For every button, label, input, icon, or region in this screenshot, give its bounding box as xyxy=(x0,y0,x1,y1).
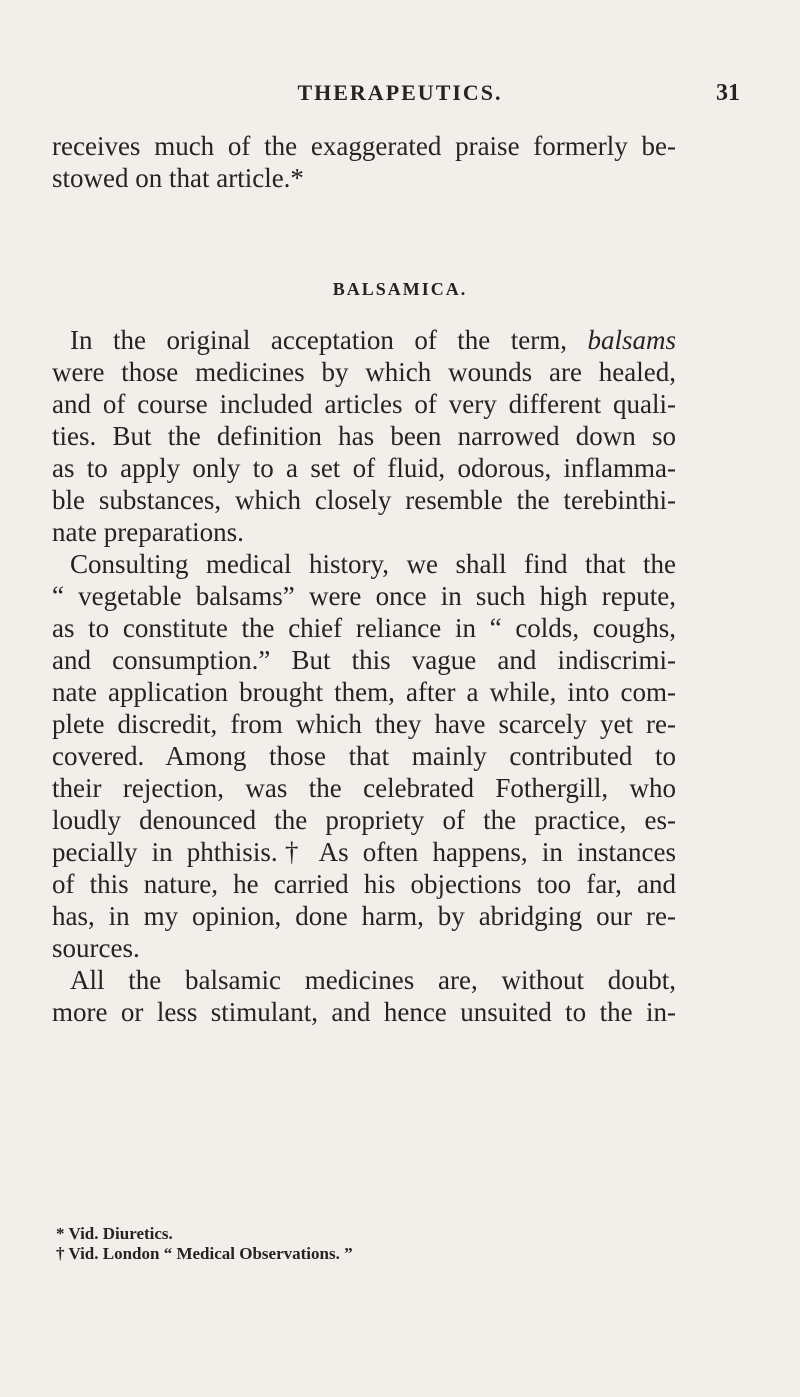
text-line: nate application brought them, after a while, into com- xyxy=(52,677,676,707)
text-line: as to constitute the chief reliance in “ colds, coughs, xyxy=(52,613,676,643)
text-line: All the balsamic medicines are, without doubt, xyxy=(70,965,676,995)
text-line: were those medicines by which wounds are healed, xyxy=(52,357,676,387)
text-line: plete discredit, from which they have scarcely yet re- xyxy=(52,709,676,739)
footnotes xyxy=(56,1224,353,1264)
italic-term: balsams xyxy=(587,325,676,355)
text-line: of this nature, he carried his objections too far, and xyxy=(52,869,676,899)
text-line: and consumption.” But this vague and indiscrimi- xyxy=(52,645,676,675)
text-line: Consulting medical history, we shall find that the xyxy=(70,549,676,579)
text-line: and of course included articles of very different quali- xyxy=(52,389,676,419)
page-header xyxy=(60,80,740,110)
text-line: as to apply only to a set of fluid, odorous, inflamma- xyxy=(52,453,676,483)
intro-text xyxy=(52,130,676,194)
text-line: stowed on that article.* xyxy=(52,163,304,193)
page-number: 31 xyxy=(716,80,740,106)
text-line: pecially in phthisis.† As often happens, in instances xyxy=(52,837,676,867)
paragraph-balsams xyxy=(52,324,676,1028)
text-line: receives much of the exaggerated praise formerly be- xyxy=(52,131,676,161)
text-line: loudly denounced the propriety of the practice, es- xyxy=(52,805,676,835)
text-line: covered. Among those that mainly contributed to xyxy=(52,741,676,771)
text-line: “ vegetable balsams” were once in such high repute, xyxy=(52,581,676,611)
text-line xyxy=(52,324,676,356)
text-line: their rejection, was the celebrated Fothergill, who xyxy=(52,773,676,803)
footnote: * Vid. Diuretics. xyxy=(56,1224,173,1243)
text-line: has, in my opinion, done harm, by abridging our re- xyxy=(52,901,676,931)
text-line: sources. xyxy=(52,933,140,963)
text-line: more or less stimulant, and hence unsuited to the in- xyxy=(52,997,676,1027)
running-head: THERAPEUTICS. xyxy=(297,80,503,105)
text-line: nate preparations. xyxy=(52,517,244,547)
section-title: BALSAMICA. xyxy=(332,279,468,299)
text-line: ble substances, which closely resemble the terebinthi- xyxy=(52,485,676,515)
text-line: ties. But the definition has been narrowed down so xyxy=(52,421,676,451)
text-fragment: In the original acceptation of the term, xyxy=(70,325,588,355)
footnote: † Vid. London “ Medical Observations. ” xyxy=(56,1244,353,1263)
